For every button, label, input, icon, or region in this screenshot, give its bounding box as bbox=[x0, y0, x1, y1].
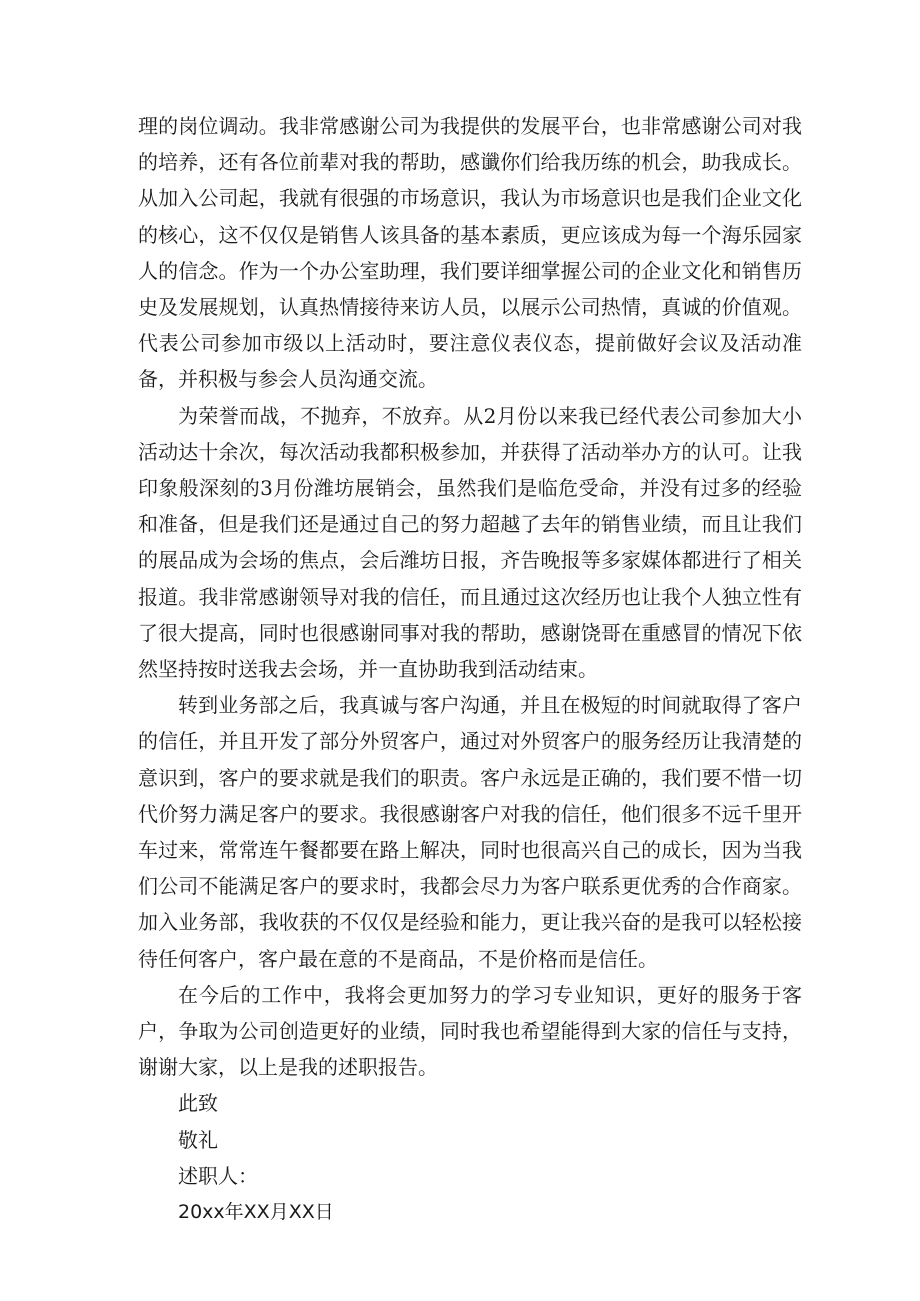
paragraph-3: 转到业务部之后，我真诚与客户沟通，并且在极短的时间就取得了客户的信任，并且开发了部分外贸客户，通过对外贸客户的服务经历让我清楚的意识到，客户的要求就是我们的职责。客户永远是正确的，我们要不惜一切代价努力满足客户的要求。我很感谢客户对我的信任，他们很多不远千里开车过来，常常连午餐都要在路上解决，同时也很高兴自己的成长，因为当我们公司不能满足客户的要求时，我都会尽力为客户联系更优秀的合作商家。加入业务部，我收获的不仅仅是经验和能力，更让我兴奋的是我可以轻松接待任何客户，客户最在意的不是商品，不是价格而是信任。 bbox=[138, 693, 802, 971]
salutation-jing-li: 敬礼 bbox=[178, 1127, 218, 1152]
document-body bbox=[138, 108, 802, 1230]
paragraph-1: 理的岗位调动。我非常感谢公司为我提供的发展平台，也非常感谢公司对我的培养，还有各位前辈对我的帮助，感谶你们给我历练的机会，助我成长。从加入公司起，我就有很强的市场意识，我认为市场意识也是我们企业文化的核心，这不仅仅是销售人该具备的基本素质，更应该成为每一个海乐园家人的信念。作为一个办公室助理，我们要详细掌握公司的企业文化和销售历史及发展规划，认真热情接待来访人员，以展示公司热情，真诚的价值观。代表公司参加市级以上活动时，要注意仪表仪态，提前做好会议及活动准备，并积极与参会人员沟通交流。 bbox=[138, 114, 802, 392]
salutation-ci-zhi: 此致 bbox=[178, 1091, 218, 1116]
report-date: 20xx年XX月XX日 bbox=[178, 1201, 334, 1224]
paragraph-2: 为荣誉而战，不抛弃，不放弃。从2月份以来我已经代表公司参加大小活动达十余次，每次活动我都积极参加，并获得了活动举办方的认可。让我印象般深刻的3月份潍坊展销会，虽然我们是临危受命，并没有过多的经验和准备，但是我们还是通过自己的努力超越了去年的销售业绩，而且让我们的展品成为会场的焦点，会后潍坊日报，齐告晚报等多家媒体都进行了相关报道。我非常感谢领导对我的信任，而且通过这次经历也让我个人独立性有了很大提高，同时也很感谢同事对我的帮助，感谢饶哥在重感冒的情况下依然坚持按时送我去会场，并一直协助我到活动结束。 bbox=[138, 403, 802, 682]
signer-label: 述职人： bbox=[178, 1163, 258, 1188]
paragraph-4: 在今后的工作中，我将会更加努力的学习专业知识，更好的服务于客户，争取为公司创造更好的业绩，同时我也希望能得到大家的信任与支持，谢谢大家，以上是我的述职报告。 bbox=[138, 982, 802, 1080]
